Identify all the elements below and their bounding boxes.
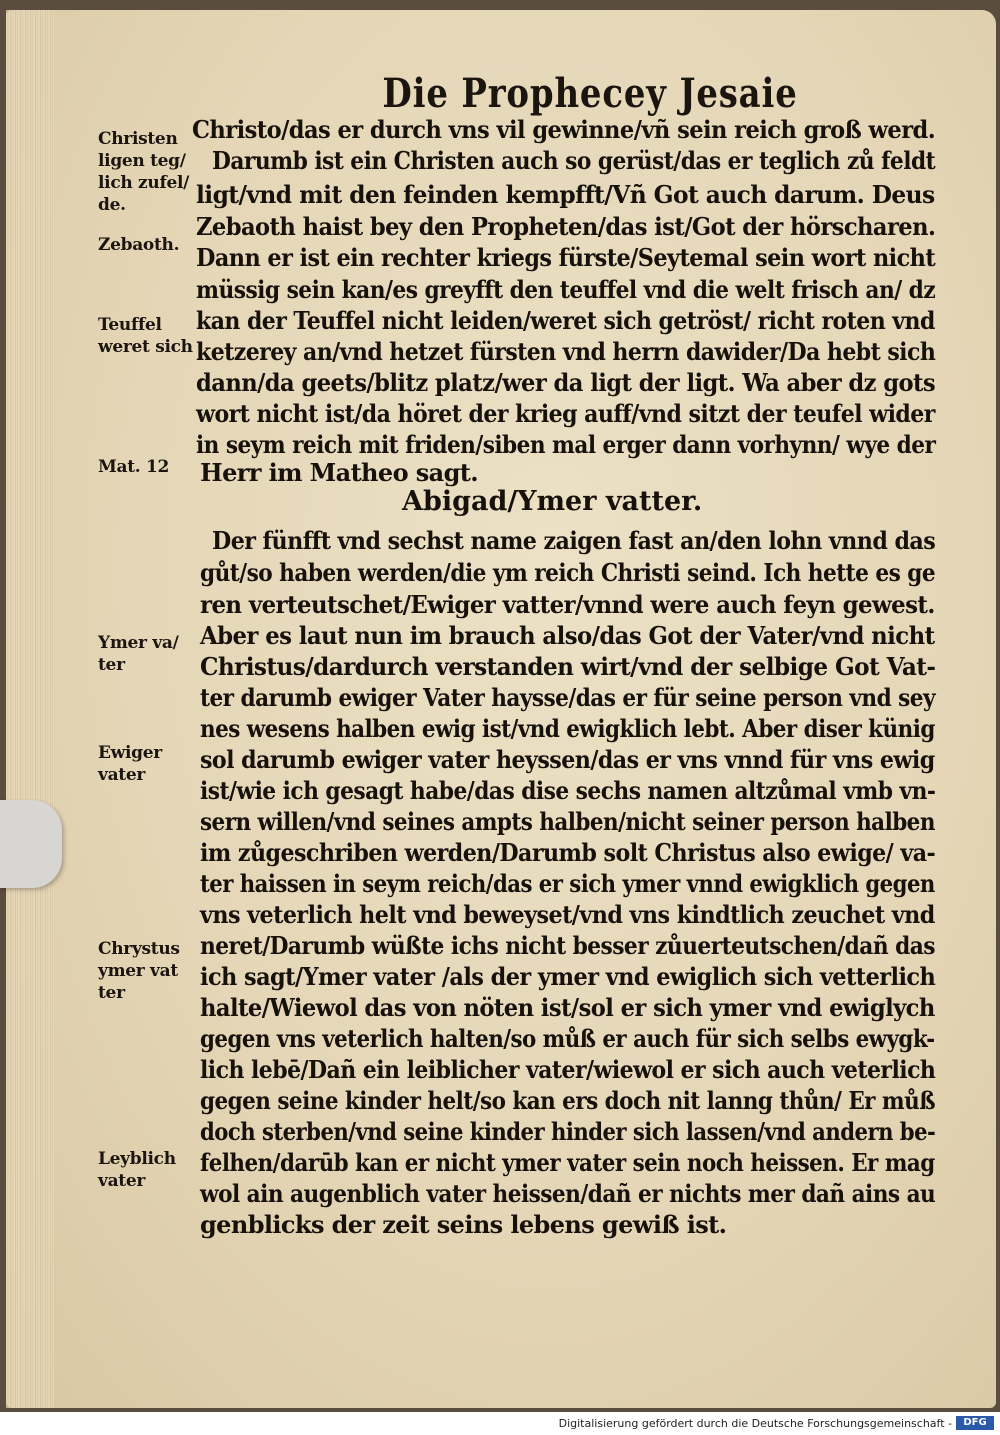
- text-line: wort nicht ist/da höret der krieg auff/vnd sitzt der teufel wider: [196, 399, 935, 428]
- margin-note: Ewiger vater: [98, 743, 162, 785]
- text-line: Dann er ist ein rechter kriegs fürste/Seytemal sein wort nicht: [196, 243, 936, 272]
- text-line: genblicks der zeit seins lebens gewiß ist.: [200, 1210, 727, 1239]
- text-line: nes wesens halben ewig ist/vnd ewigklich lebt. Aber diser künig: [200, 714, 935, 743]
- text-line: lich lebē/Dañ ein leiblicher vater/wiewol er sich auch veterlich: [200, 1055, 936, 1084]
- text-line: dann/da geets/blitz platz/wer da ligt der ligt. Wa aber dz gots: [196, 368, 936, 397]
- text-line: Darumb ist ein Christen auch so gerüst/das er teglich zů feldt: [212, 146, 936, 175]
- footer-bar: [0, 1412, 1000, 1435]
- margin-note: Chrystus ymer vat ter: [98, 939, 180, 1003]
- text-line: vns veterlich helt vnd beweyset/vnd vns kindtlich zeuchet vnd: [200, 900, 935, 929]
- text-line: ich sagt/Ymer vater /als der ymer vnd ewiglich sich vetterlich: [200, 962, 936, 991]
- text-line: ren verteutschet/Ewiger vatter/vnnd were auch feyn gewest.: [200, 590, 935, 619]
- text-line: gegen vns veterlich halten/so můß er auch für sich selbs ewygk-: [200, 1024, 935, 1053]
- text-line: ketzerey an/vnd hetzet fürsten vnd herrn dawider/Da hebt sich: [196, 337, 936, 366]
- text-line: Zebaoth haist bey den Propheten/das ist/Got der hörscharen.: [196, 212, 936, 241]
- text-line: Aber es laut nun im brauch also/das Got der Vater/vnd nicht: [200, 621, 935, 650]
- text-line: gůt/so haben werden/die ym reich Christi seind. Ich hette es ge: [200, 558, 936, 587]
- text-line: felhen/darūb kan er nicht ymer vater sein noch heissen. Er mag: [200, 1148, 935, 1177]
- margin-note: Christen ligen teg/ lich zufel/ de.: [98, 129, 190, 215]
- text-line: in seym reich mit friden/siben mal erger dann vorhynn/ wye der: [196, 430, 936, 459]
- margin-note: Teuffel weret sich: [98, 315, 193, 357]
- text-line: ist/wie ich gesagt habe/das dise sechs namen altzůmal vmb vn-: [200, 776, 936, 805]
- section-heading: Abigad/Ymer vatter.: [402, 486, 703, 517]
- funding-credit: Digitalisierung gefördert durch die Deutsche Forschungsgemeinschaft -: [558, 1417, 952, 1430]
- text-line: Der fünfft vnd sechst name zaigen fast an/den lohn vnnd das: [212, 526, 936, 555]
- page-header: Die Prophecey Jesaie: [382, 70, 798, 117]
- margin-note: Leyblich vater: [98, 1149, 176, 1191]
- dfg-logo: DFG: [956, 1416, 994, 1430]
- text-line: kan der Teuffel nicht leiden/weret sich getröst/ richt roten vnd: [196, 306, 935, 335]
- text-line: Christo/das er durch vns vil gewinne/vñ sein reich groß werd.: [192, 115, 936, 144]
- text-line: sol darumb ewiger vater heyssen/das er vns vnnd für vns ewig: [200, 745, 935, 774]
- text-line: sern willen/vnd seines ampts halben/nicht seiner person halben: [200, 807, 935, 836]
- margin-note: Zebaoth.: [98, 235, 180, 255]
- margin-note: Ymer va/ ter: [98, 633, 179, 675]
- text-line: wol ain augenblich vater heissen/dañ er nichts mer dañ ains au: [200, 1179, 936, 1208]
- text-line: ter haissen in seym reich/das er sich ymer vnnd ewigklich gegen: [200, 869, 935, 898]
- text-line: doch sterben/vnd seine kinder hinder sich lassen/vnd andern be-: [200, 1117, 936, 1146]
- text-line: Christus/dardurch verstanden wirt/vnd der selbige Got Vat-: [200, 652, 936, 681]
- text-line: müssig sein kan/es greyfft den teuffel vnd die welt frisch an/ dz: [196, 275, 936, 304]
- bookmark-tab: [0, 800, 62, 888]
- text-line: ter darumb ewiger Vater haysse/das er für seine person vnd sey: [200, 683, 935, 712]
- text-line: halte/Wiewol das von nöten ist/sol er sich ymer vnd ewiglych: [200, 993, 935, 1022]
- text-line: im zůgeschriben werden/Darumb solt Christus also ewige/ va-: [200, 838, 936, 867]
- margin-note: Mat. 12: [98, 457, 170, 477]
- text-line: Herr im Matheo sagt.: [200, 458, 479, 487]
- text-line: ligt/vnd mit den feinden kempfft/Vñ Got auch darum. Deus: [196, 180, 935, 209]
- text-line: gegen seine kinder helt/so kan ers doch nit lanng thůn/ Er můß: [200, 1086, 936, 1115]
- text-line: neret/Darumb wüßte ichs nicht besser zůuerteutschen/dañ das: [200, 931, 935, 960]
- page-edges: [6, 10, 54, 1408]
